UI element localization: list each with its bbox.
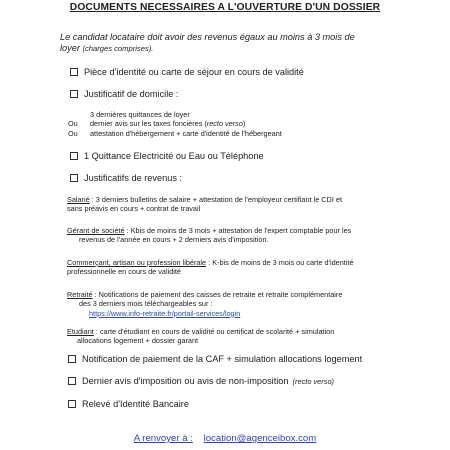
category-gerant: Gérant de société : Kbis de moins de 3 mois + attestation de l'expert comptable pour les revenus de l'année en cours + 2 derniers avis d'imposition.: [67, 226, 352, 245]
retraite-link[interactable]: https://www.info-retraite.fr/portail-services/login: [89, 308, 241, 318]
checklist-item-label: 1 Quittance Electricité ou Eau ou Téléphone: [84, 151, 264, 161]
footer: [0, 433, 450, 444]
checklist-item-label: Relevé d'Identité Bancaire: [82, 399, 189, 409]
checkbox[interactable]: [68, 400, 76, 408]
intro-line-2: loyer: [60, 43, 80, 53]
footer-label: A renvoyer à :: [133, 433, 193, 444]
checkbox[interactable]: [70, 152, 78, 160]
checklist-item-identite[interactable]: [70, 67, 304, 77]
intro-text: [60, 32, 390, 54]
checklist-item-label: Justificatif de domicile :: [84, 89, 179, 99]
checklist-item-quittance[interactable]: [70, 151, 264, 161]
category-etudiant: Etudiant : carte d'étudiant en cours de validité ou certificat de scolarité + simulation allocations logement + dossier garant: [67, 327, 335, 346]
domicile-option-1: 3 dernières quittances de loyer: [90, 110, 190, 119]
checkbox[interactable]: [70, 174, 78, 182]
category-label: Salarié: [67, 195, 90, 204]
footer-email-link[interactable]: location@agenceibox.com: [203, 433, 317, 444]
category-retraite: Retraité : Notifications de paiement des caisses de retraite et retraite complémentaire des 3 derniers mois téléchargeables sur : https://www.info-retraite.fr/portail-services/login: [67, 290, 343, 318]
category-label: Commerçant, artisan ou profession libérale: [67, 258, 207, 267]
checklist-item-label: Dernier avis d'imposition ou avis de non-imposition: [82, 376, 289, 386]
category-commercant: Commerçant, artisan ou profession libérale : K-bis de moins de 3 mois ou carte d'identité professionnelle en cours de validité: [67, 258, 354, 277]
checkbox[interactable]: [68, 377, 76, 385]
checklist-item-domicile[interactable]: [70, 89, 178, 99]
category-label: Etudiant: [67, 327, 94, 336]
domicile-option-3: Ou attestation d'hébergement + carte d'identité de l'hébergeant: [68, 128, 282, 138]
domicile-options: [68, 110, 408, 138]
checklist-item-label: Pièce d'identité ou carte de séjour en cours de validité: [84, 67, 304, 77]
checklist-item-label: Notification de paiement de la CAF + simulation allocations logement: [82, 354, 363, 364]
checkbox[interactable]: [70, 68, 78, 76]
domicile-option-2: Ou dernier avis sur les taxes foncières (recto verso): [68, 119, 246, 129]
category-label: Gérant de société: [67, 226, 125, 235]
checklist-item-caf[interactable]: [68, 354, 362, 364]
category-salarie: Salarié : 3 derniers bulletins de salaire + attestation de l'employeur certifiant le CDI et sans préavis en cours + contrat de travail: [67, 195, 342, 214]
checklist-item-label: Justificatifs de revenus :: [84, 173, 183, 183]
category-label: Retraité: [67, 290, 93, 299]
checklist-item-avis[interactable]: [68, 376, 334, 386]
checklist-item-revenus[interactable]: [70, 173, 182, 183]
checklist-item-rib[interactable]: [68, 399, 189, 409]
intro-note: (charges comprises).: [82, 44, 154, 53]
avis-note: (recto verso): [292, 376, 335, 386]
checkbox[interactable]: [68, 355, 76, 363]
checkbox[interactable]: [70, 90, 78, 98]
page-title: DOCUMENTS NECESSAIRES A L'OUVERTURE D'UN DOSSIER: [69, 2, 381, 13]
intro-line-1: Le candidat locataire doit avoir des revenus égaux au moins à 3 mois de: [60, 32, 355, 42]
